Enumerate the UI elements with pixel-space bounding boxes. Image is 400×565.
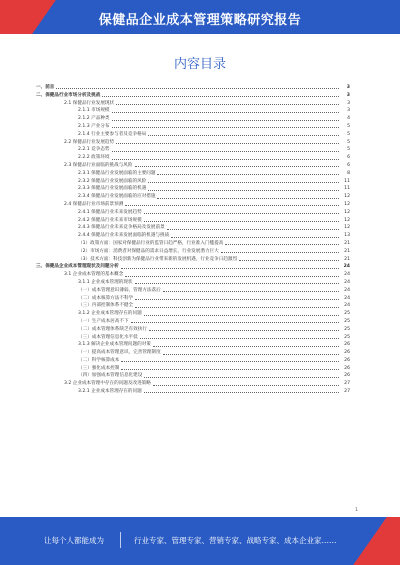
toc-leader-dots — [116, 139, 339, 144]
toc-entry[interactable] — [36, 193, 350, 201]
toc-entry-text: （一）提高成本管理意识，完善管理制度 — [78, 350, 161, 356]
toc-entry-page: 13 — [344, 233, 350, 239]
toc-entry[interactable] — [36, 201, 350, 209]
toc-leader-dots — [148, 185, 339, 190]
toc-entry-page: 21 — [344, 256, 350, 262]
toc-entry[interactable] — [36, 115, 350, 123]
toc-entry[interactable] — [36, 357, 350, 365]
toc-entry-page: 24 — [344, 303, 350, 309]
toc-entry-text: （二）成本核算方法不科学 — [78, 295, 134, 301]
toc-entry[interactable] — [36, 139, 350, 147]
toc-leader-dots — [153, 380, 339, 385]
toc-entry-page: 24 — [344, 295, 350, 301]
toc-leader-dots — [112, 115, 339, 120]
toc-entry-text: 3.1.3 解决企业成本管理问题的对策 — [78, 342, 151, 348]
toc-leader-dots — [135, 302, 339, 307]
toc-entry[interactable] — [36, 365, 350, 373]
toc-entry[interactable] — [36, 388, 350, 396]
toc-entry-text: 2.1 保健品行业发展现状 — [64, 100, 115, 106]
toc-entry-text: 2.4.1 保健品行业未来发展趋势 — [78, 209, 142, 215]
toc-entry-page: 12 — [344, 225, 350, 231]
toc-entry-page: 24 — [344, 279, 350, 285]
toc-entry-text: 2.1.2 产品种类 — [78, 116, 110, 122]
report-title: 保健品企业成本管理策略研究报告 — [98, 13, 302, 28]
toc-entry-page: 26 — [344, 365, 350, 371]
toc-entry-page: 4 — [347, 116, 350, 122]
toc-entry[interactable] — [36, 209, 350, 217]
toc-entry-page: 12 — [344, 201, 350, 207]
footer-red-accent — [353, 517, 400, 565]
toc-entry-text: 3.1 企业成本管理的基本概念 — [64, 272, 124, 278]
toc-entry-page: 6 — [347, 155, 350, 161]
toc-entry-text: 一、前言 — [36, 85, 55, 90]
toc-entry-text: （三）内部控制体系不健全 — [78, 303, 134, 309]
toc-entry[interactable] — [36, 107, 350, 115]
toc-entry-page: 21 — [344, 240, 350, 246]
toc-entry-page: 12 — [344, 194, 350, 200]
toc-entry[interactable] — [36, 224, 350, 232]
toc-entry-page: 11 — [344, 186, 350, 192]
toc-entry-text: （三）成本管理信息化水平低 — [78, 334, 138, 340]
toc-leader-dots — [121, 365, 339, 370]
toc-entry-text: （一）成本管理意识薄弱，管理方法落后 — [78, 287, 161, 293]
page-number: 1 — [355, 508, 358, 513]
footer-slogan: 让每个人都能成为 — [44, 536, 104, 545]
toc-heading: 内容目录 — [173, 57, 226, 72]
toc-entry-page: 27 — [344, 389, 350, 395]
toc-entry[interactable] — [36, 326, 350, 334]
toc-leader-dots — [116, 100, 339, 105]
toc-entry-text: 2.3 保健品行业面临的挑战与风险 — [64, 162, 133, 168]
toc-entry-page: 12 — [344, 217, 350, 223]
toc-leader-dots — [163, 349, 339, 354]
toc-entry-page: 8 — [347, 170, 350, 176]
toc-leader-dots — [144, 217, 339, 222]
footer-banner — [0, 517, 400, 565]
toc-entry-page: 11 — [344, 178, 350, 184]
header-banner — [0, 0, 400, 34]
toc-entry[interactable] — [36, 349, 350, 357]
toc-entry[interactable] — [36, 154, 350, 162]
toc-entry[interactable] — [36, 92, 350, 100]
toc-entry-text: 2.3.4 保健品行业发展面临的应对措施 — [78, 194, 156, 200]
toc-leader-dots — [102, 92, 339, 97]
toc-leader-dots — [56, 84, 339, 89]
toc-entry[interactable] — [36, 185, 350, 193]
toc-leader-dots — [125, 201, 339, 206]
toc-entry-page: 24 — [344, 287, 350, 293]
toc-entry[interactable] — [36, 170, 350, 178]
toc-entry-text: 2.1.1 市场规模 — [78, 108, 110, 114]
toc-entry-page: 5 — [347, 123, 350, 129]
toc-leader-dots — [225, 240, 339, 245]
toc-entry-text: 2.2 保健品行业发展趋势 — [64, 139, 115, 145]
toc-entry[interactable] — [36, 256, 350, 264]
toc-entry-page: 26 — [344, 350, 350, 356]
toc-leader-dots — [112, 123, 339, 128]
toc-entry[interactable] — [36, 318, 350, 326]
toc-entry-page: 24 — [343, 264, 350, 270]
toc-leader-dots — [140, 334, 339, 339]
toc-leader-dots — [144, 310, 339, 315]
toc-leader-dots — [167, 224, 339, 229]
toc-leader-dots — [131, 318, 339, 323]
toc-leader-dots — [148, 178, 339, 183]
table-of-contents — [36, 84, 350, 396]
toc-entry-page: 3 — [346, 92, 350, 98]
toc-entry[interactable] — [36, 295, 350, 303]
toc-entry-text: （3）技术方面：科技创新为保健品行业带来新的发展机遇，行业竞争日趋激烈 — [78, 256, 238, 262]
toc-leader-dots — [135, 162, 340, 167]
toc-entry-text: 三、保健品企业成本管理现状及问题分析 — [36, 264, 119, 270]
toc-entry-text: 2.4 保健品行业市场前景预测 — [64, 201, 124, 207]
toc-entry-page: 3 — [346, 85, 350, 90]
toc-entry-page: 3 — [347, 100, 350, 106]
toc-entry-text: 2.4.3 保健品行业未来竞争格局及发展前景 — [78, 225, 165, 231]
toc-entry[interactable] — [36, 341, 350, 349]
toc-entry[interactable] — [36, 123, 350, 131]
toc-entry[interactable] — [36, 146, 350, 154]
toc-leader-dots — [121, 357, 339, 362]
toc-leader-dots — [157, 170, 339, 175]
toc-entry-text: （三）强化成本控制 — [78, 365, 120, 371]
toc-entry[interactable] — [36, 240, 350, 248]
toc-entry-text: 2.2.2 政策环境 — [78, 155, 110, 161]
toc-leader-dots — [144, 209, 339, 214]
toc-entry-text: 2.4.4 保健品行业未来发展面临的机遇与挑战 — [78, 233, 170, 239]
toc-leader-dots — [171, 232, 339, 237]
toc-entry[interactable] — [36, 271, 350, 279]
toc-entry-text: 2.2.1 竞争态势 — [78, 147, 110, 153]
toc-entry-text: 2.3.1 保健品行业发展面临的主要问题 — [78, 170, 156, 176]
toc-leader-dots — [144, 388, 339, 393]
toc-entry-text: （四）加强成本管理信息化建设 — [78, 373, 143, 379]
toc-entry-page: 25 — [344, 326, 350, 332]
toc-entry[interactable] — [36, 334, 350, 342]
toc-entry-page: 21 — [344, 248, 350, 254]
footer-description: 行业专家、管理专家、营销专家、战略专家、成本企业家…… — [134, 536, 337, 545]
toc-entry-text: 2.1.3 产业分布 — [78, 123, 110, 129]
toc-leader-dots — [153, 341, 339, 346]
toc-entry-text: （2）市场方面：消费者对保健品的需求日益增长，行业发展潜力巨大 — [78, 248, 219, 254]
toc-leader-dots — [121, 263, 339, 268]
toc-entry-text: 二、保健品行业市场分析及挑战 — [36, 92, 101, 98]
toc-entry-text: 2.1.4 行业主要参与者及竞争格局 — [78, 131, 147, 137]
toc-entry[interactable] — [36, 100, 350, 108]
toc-entry-page: 12 — [344, 209, 350, 215]
toc-entry-text: （一）生产成本居高不下 — [78, 318, 129, 324]
toc-entry[interactable] — [36, 302, 350, 310]
toc-leader-dots — [148, 131, 339, 136]
toc-entry[interactable] — [36, 263, 350, 271]
toc-leader-dots — [135, 279, 340, 284]
toc-entry[interactable] — [36, 217, 350, 225]
toc-entry-page: 25 — [344, 318, 350, 324]
toc-leader-dots — [144, 372, 339, 377]
toc-entry-text: 3.1.1 企业成本管理的现状 — [78, 279, 133, 285]
toc-entry-page: 5 — [347, 131, 350, 137]
toc-entry[interactable] — [36, 162, 350, 170]
toc-entry-page: 3 — [347, 108, 350, 114]
toc-entry-page: 25 — [344, 334, 350, 340]
toc-leader-dots — [135, 295, 339, 300]
toc-entry-text: 3.1.2 企业成本管理存在的问题 — [78, 311, 142, 317]
toc-entry[interactable] — [36, 248, 350, 256]
toc-entry-page: 26 — [344, 342, 350, 348]
toc-entry-page: 24 — [344, 272, 350, 278]
toc-entry[interactable] — [36, 232, 350, 240]
toc-leader-dots — [221, 248, 339, 253]
toc-leader-dots — [163, 287, 339, 292]
toc-entry-text: 3.2.1 企业成本管理存在的问题 — [78, 389, 142, 395]
toc-entry-page: 25 — [344, 311, 350, 317]
toc-entry-page: 6 — [347, 162, 350, 168]
toc-entry[interactable] — [36, 372, 350, 380]
toc-entry-text: （二）科学核算成本 — [78, 357, 120, 363]
toc-entry[interactable] — [36, 131, 350, 139]
toc-entry-page: 5 — [347, 147, 350, 153]
toc-entry[interactable] — [36, 84, 350, 92]
toc-entry[interactable] — [36, 287, 350, 295]
toc-entry[interactable] — [36, 310, 350, 318]
toc-leader-dots — [112, 154, 339, 159]
toc-entry-text: 2.3.2 保健品行业发展面临的风险 — [78, 178, 147, 184]
toc-entry-text: （1）政策方面：国家对保健品行业的监管日趋严格，行业准入门槛提高 — [78, 240, 224, 246]
toc-entry[interactable] — [36, 178, 350, 186]
toc-leader-dots — [157, 193, 339, 198]
toc-leader-dots — [125, 271, 339, 276]
toc-entry-page: 27 — [344, 381, 350, 387]
toc-entry-text: 2.3.3 保健品行业发展面临的机遇 — [78, 186, 147, 192]
toc-entry-page: 5 — [347, 139, 350, 145]
toc-entry[interactable] — [36, 279, 350, 287]
toc-entry-page: 26 — [344, 373, 350, 379]
toc-entry[interactable] — [36, 380, 350, 388]
toc-entry-text: 3.2 企业成本管理中存在的问题及改进策略 — [64, 381, 151, 387]
toc-entry-page: 26 — [344, 357, 350, 363]
toc-leader-dots — [112, 107, 339, 112]
toc-leader-dots — [112, 146, 339, 151]
footer-divider — [120, 532, 121, 548]
toc-leader-dots — [239, 256, 339, 261]
toc-leader-dots — [149, 326, 339, 331]
toc-entry-text: 2.4.2 保健品行业未来市场规模 — [78, 217, 142, 223]
toc-entry-text: （二）成本管理体系缺乏有效执行 — [78, 326, 147, 332]
